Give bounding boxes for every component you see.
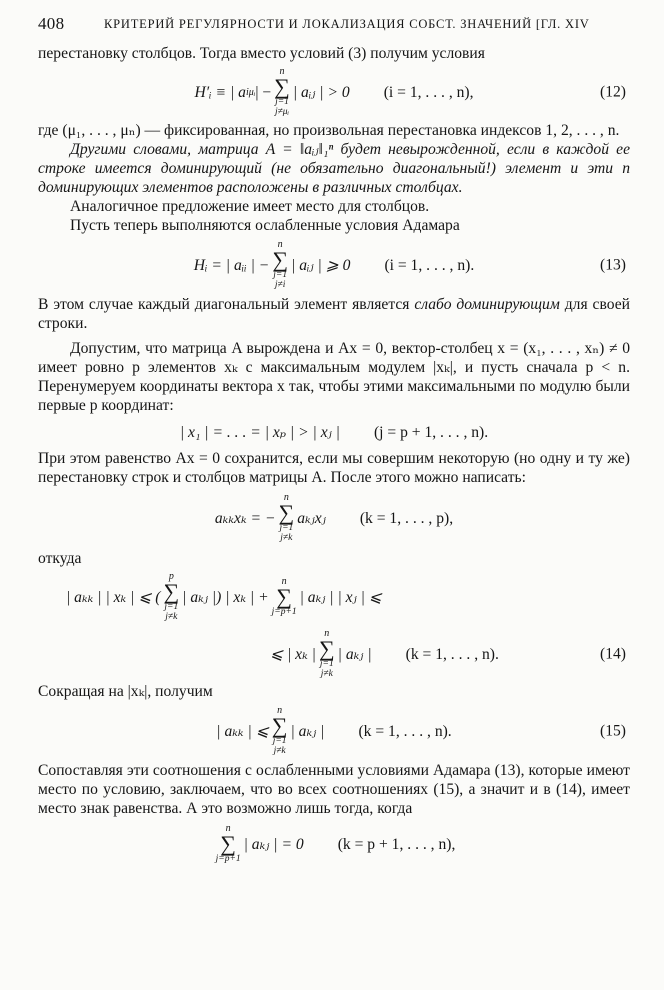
eq14b-rhs: | aₖⱼ | [337, 645, 372, 663]
eqx-body: | x₁ | = . . . = | xₚ | > | xⱼ | [179, 423, 340, 441]
eq15-sum-bottom: j=1 [272, 736, 287, 746]
eq12-sum-top: n [279, 66, 285, 77]
paragraph-10: Сокращая на |xₖ|, получим [38, 683, 213, 700]
running-header [38, 14, 632, 36]
equation-15 [38, 701, 630, 761]
paragraph-4: Аналогичное предложение имеет место для столбцов. [70, 198, 430, 215]
eqlast-condition: (k = p + 1, . . . , n), [337, 835, 456, 853]
paragraph-1: перестановку столбцов. Тогда вместо условий (3) получим условия [38, 45, 485, 62]
running-title: КРИТЕРИЙ РЕГУЛЯРНОСТИ И ЛОКАЛИЗАЦИЯ СОБСТ. ЗНАЧЕНИЙ [ГЛ. XIV [104, 17, 590, 31]
eq12-sum-bottom-2: j≠μᵢ [274, 107, 290, 117]
paragraph-3-theorem: Другими словами, матрица A = ‖aᵢⱼ‖₁ⁿ будет невырожденной, если в каждой ее строке имеется доминирующий (не обязательно диагональный!) элемент и эти n доминирующих элементов расположены в различных столбцах. [38, 141, 630, 196]
page-number: 408 [38, 14, 65, 33]
eqlast-rhs: | aₖⱼ | = 0 [243, 835, 304, 853]
eqakk-sum-bottom-2: j≠k [280, 533, 293, 543]
eq12-rhs: | aᵢⱼ | > 0 [292, 83, 350, 101]
eq14a-rhs: | aₖⱼ | | xⱼ | ⩽ [299, 588, 382, 606]
eqlast-sum-bottom: j=p+1 [215, 854, 241, 864]
paragraph-5: Пусть теперь выполняются ослабленные условия Адамара [70, 217, 460, 234]
eq14b-sum-bottom: j=1 [319, 659, 334, 669]
eq14b-condition: (k = 1, . . . , n). [405, 645, 499, 663]
eq14b-sum [319, 629, 335, 679]
equation-13 [38, 235, 630, 295]
eq13-lhs: Hᵢ = | aᵢᵢ | − [193, 256, 270, 274]
eqakk-sum-top: n [283, 492, 289, 503]
eq15-rhs: | aₖⱼ | [290, 722, 325, 740]
sigma-icon: ∑ [274, 74, 290, 99]
sigma-icon: ∑ [276, 584, 292, 609]
eq13-sum-top: n [277, 239, 283, 250]
eq12-mid: | − [255, 83, 272, 101]
eq13-sum [272, 240, 288, 290]
eq14a-sum2-top: n [281, 576, 287, 587]
eq15-lhs: | aₖₖ | ⩽ [216, 722, 269, 740]
sigma-icon: ∑ [318, 636, 335, 661]
eq12-sum-bottom: j=1 [275, 97, 289, 107]
eq12-sum [274, 67, 290, 117]
eqakk-sum [279, 493, 295, 543]
equation-12 [38, 63, 630, 121]
eq15-sum-top: n [277, 705, 283, 716]
eq12-number: (12) [600, 83, 626, 101]
eq12-lhs-sub: iμᵢ [245, 86, 256, 98]
paragraph-9: откуда [38, 550, 82, 567]
eqakk-sum-bottom: j=1 [279, 523, 294, 533]
sigma-icon: ∑ [271, 713, 288, 738]
eqakk-rhs: aₖⱼxⱼ [297, 509, 326, 527]
eq14a-sum2-bottom: j=p+1 [271, 607, 297, 617]
eqx-condition: (j = p + 1, . . . , n). [373, 423, 489, 441]
eqlast-sum-top: n [225, 823, 231, 834]
eq13-rhs: | aᵢⱼ | ⩾ 0 [291, 256, 351, 274]
eqlast-sum [216, 824, 241, 864]
paragraph-2: где (μ₁, . . . , μₙ) — фиксированная, но произвольная перестановка индексов 1, 2, . . . , n. [38, 122, 620, 139]
paragraph-6-emphasis: слабо доминирующим [414, 296, 560, 313]
eq14a-sum-1 [163, 572, 179, 622]
equation-14-line-2 [38, 626, 630, 682]
equation-last [38, 818, 630, 870]
eq13-sum-bottom-2: j≠i [274, 280, 286, 290]
sigma-icon: ∑ [220, 831, 236, 856]
eqakk-lhs: aₖₖxₖ = − [214, 509, 276, 527]
sigma-icon: ∑ [278, 500, 295, 525]
eq14a-sum1-top: p [168, 571, 174, 582]
eq15-sum [272, 706, 288, 756]
paragraph-6-part-2: для своей строки. [38, 296, 630, 332]
paragraph-8: При этом равенство Ax = 0 сохранится, если мы совершим некоторую (но одну и ту же) перестановку строк и столбцов матрицы A. После этого можно написать: [38, 450, 630, 486]
eq14-number: (14) [600, 645, 626, 663]
eq12-condition: (i = 1, . . . , n), [383, 83, 474, 101]
eq13-sum-bottom: j=1 [273, 270, 288, 280]
eq14a-sum1-bottom-2: j≠k [165, 612, 178, 622]
sigma-icon: ∑ [272, 247, 289, 272]
paragraph-7: Допустим, что матрица A вырождена и Ax = 0, вектор-столбец x = (x₁, . . . , xₙ) ≠ 0 имеет ровно p элементов xₖ с максимальным модулем |xₖ|, и пусть сначала p < n. Перенумеруем координаты вектора x так, чтобы этими максимальными по модулю были первые p координат: [38, 340, 630, 414]
eq14b-sum-top: n [324, 628, 330, 639]
equation-akk [38, 487, 630, 549]
eq15-condition: (k = 1, . . . , n). [358, 722, 452, 740]
eq13-number: (13) [600, 256, 626, 274]
eq15-number: (15) [600, 722, 626, 740]
eq14b-sum-bottom-2: j≠k [320, 669, 333, 679]
eq14a-sum-2 [272, 577, 297, 617]
eqakk-condition: (k = 1, . . . , p), [359, 509, 454, 527]
eq14b-lhs: ⩽ | xₖ | [270, 645, 316, 663]
eq15-sum-bottom-2: j≠k [273, 746, 286, 756]
sigma-icon: ∑ [163, 579, 180, 604]
equation-14-line-1 [38, 568, 630, 626]
eq13-condition: (i = 1, . . . , n). [384, 256, 475, 274]
paragraph-6-part-1: В этом случае каждый диагональный элемент является [38, 296, 410, 313]
eq14a-lhs: | aₖₖ | | xₖ | ⩽ ( [66, 588, 161, 606]
equation-x-max [38, 415, 630, 449]
eq14a-sum1-bottom: j=1 [164, 602, 179, 612]
eq14a-mid: | aₖⱼ |) | xₖ | + [182, 588, 269, 606]
page-body [38, 44, 630, 870]
paragraph-11: Сопоставляя эти соотношения с ослабленными условиями Адамара (13), которые имеют место по условию, заключаем, что во всех соотношениях (15), а значит и в (14), имеет место знак равенства. А это возможно лишь тогда, когда [38, 762, 630, 817]
paragraph-6 [38, 295, 630, 333]
eq12-lhs: H′ᵢ ≡ | a [194, 83, 246, 101]
